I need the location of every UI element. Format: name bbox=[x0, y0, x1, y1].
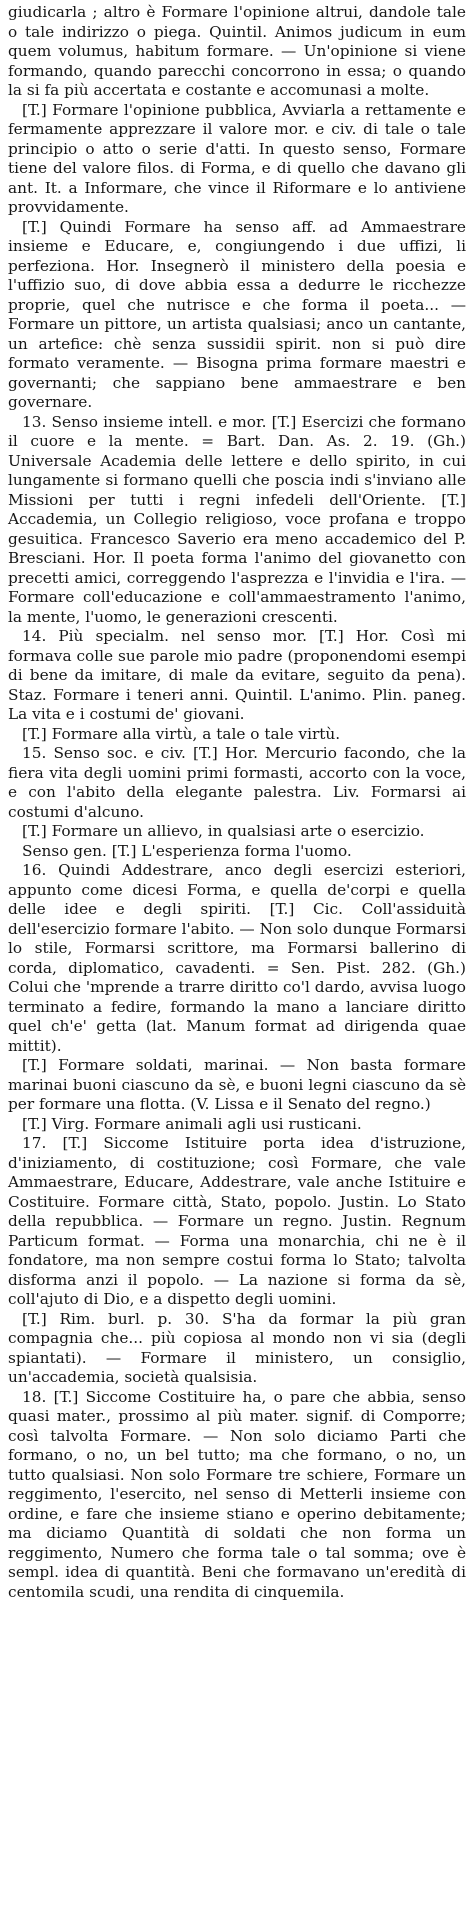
entry-paragraph: giudicarla ; altro è Formare l'opinione altrui, dandole tale o tale indirizzo o piega. Quintil. Animos judicum in eum quem volumus, habitum formare. — Un'opinione si viene formando, quando parecchi concorrono in essa; o quando la si fa più accertata e costante e accomunasi a molte. bbox=[8, 3, 466, 99]
entry-paragraph: [T.] Formare l'opinione pubblica, Avviarla a rettamente e fermamente apprezzare il valore mor. e civ. di tale o tale principio o atto o serie d'atti. In questo senso, Formare tiene del valore filos. di Forma, e di quello che davano gli ant. It. a Informare, che vince il Riformare e lo antiviene provvidamente. bbox=[8, 100, 466, 216]
entry-paragraph: 16. Quindi Addestrare, anco degli esercizi esteriori, appunto come dicesi Forma, e quella de'corpi e quella delle idee e degli spiriti. [T.] Cic. Coll'assiduità dell'esercizio formare l'abito. — Non solo dunque Formarsi lo stile, Formarsi scrittore, ma Formarsi ballerino di corda, diplomatico, cavadenti. = Sen. Pist. 282. (Gh.) Colui che 'mprende a trarre diritto co'l dardo, avvisa luogo terminato a fedire, formando la mano a lanciare diritto quel ch'e' getta (lat. Manum format ad dirigenda quae mittit). bbox=[8, 861, 466, 1055]
entry-paragraph: 17. [T.] Siccome Istituire porta idea d'istruzione, d'iniziamento, di costituzione; così Formare, che vale Ammaestrare, Educare, Addestrare, vale anche Istituire e Costituire. Formare città, Stato, popolo. Justin. Lo Stato della repubblica. — Formare un regno. Justin. Regnum Particum format. — Forma una monarchia, chi ne è il fondatore, ma non sempre costui forma lo Stato; talvolta disforma anzi il popolo. — La nazione si forma da sè, coll'ajuto di Dio, e a dispetto degli uomini. bbox=[8, 1134, 466, 1308]
entry-paragraph: 18. [T.] Siccome Costituire ha, o pare che abbia, senso quasi mater., prossimo al più mater. signif. di Comporre; così talvolta Formare. — Non solo diciamo Parti che formano, o no, un bel tutto; ma che formano, o no, un tutto qualsiasi. Non solo Formare tre schiere, Formare un reggimento, l'esercito, nel senso di Metterli insieme con ordine, e fare che insieme stiano e operino debitamente; ma diciamo Quantità di soldati che non forma un reggimento, Numero che forma tale o tal somma; ove è sempl. idea di quantità. Beni che formavano un'eredità di centomila scudi, una rendita di cinquemila. bbox=[8, 1387, 466, 1601]
entry-paragraph: [T.] Formare soldati, marinai. — Non basta formare marinai buoni ciascuno da sè, e buoni legni ciascuno da sè per formare una flotta. (V. Lissa e il Senato del regno.) bbox=[8, 1056, 466, 1113]
entry-paragraph: 14. Più specialm. nel senso mor. [T.] Hor. Così mi formava colle sue parole mio padre (proponendomi esempi di bene da imitare, di male da evitare, seguito da pena). Staz. Formare i teneri anni. Quintil. L'animo. Plin. paneg. La vita e i costumi de' giovani. bbox=[8, 627, 466, 723]
entry-paragraph: [T.] Quindi Formare ha senso aff. ad Ammaestrare insieme e Educare, e, congiungendo i due uffizi, li perfeziona. Hor. Insegnerò il ministero della poesia e l'uffizio suo, di dove abbia essa a dedurre le ricchezze proprie, quel che nutrisce e che forma il poeta... — Formare un pittore, un artista qualsiasi; anco un cantante, un artefice: chè senza sussidii spirit. non si può dire formato veramente. — Bisogna prima formare maestri e governanti; che sappiano bene ammaestrare e ben governare. bbox=[8, 217, 466, 411]
entry-paragraph: 13. Senso insieme intell. e mor. [T.] Esercizi che formano il cuore e la mente. = Bart. Dan. As. 2. 19. (Gh.) Universale Academia delle lettere e dello spirito, in cui lungamente si formano quelli che poscia indi s'inviano alle Missioni per tutti i regni infedeli dell'Oriente. [T.] Accademia, un Collegio religioso, voce profana e troppo gesuitica. Francesco Saverio era meno accademico del P. Bresciani. Hor. Il poeta forma l'animo del giovanetto con precetti amici, correggendo l'asprezza e l'invidia e l'ira. — Formare coll'educazione e coll'ammaestramento l'animo, la mente, l'uomo, le generazioni crescenti. bbox=[8, 412, 466, 626]
entry-paragraph: [T.] Rim. burl. p. 30. S'ha da formar la più gran compagnia che... più copiosa al mondo non vi sia (degli spiantati). — Formare il ministero, un consiglio, un'accademia, società qualsisia. bbox=[8, 1309, 466, 1386]
entry-paragraph: [T.] Formare alla virtù, a tale o tale virtù. bbox=[22, 724, 341, 743]
entry-paragraph: [T.] Virg. Formare animali agli usi rusticani. bbox=[22, 1114, 362, 1133]
entry-paragraph: Senso gen. [T.] L'esperienza forma l'uomo. bbox=[22, 841, 352, 860]
entry-paragraph: [T.] Formare un allievo, in qualsiasi arte o esercizio. bbox=[22, 822, 425, 840]
entry-paragraph: 15. Senso soc. e civ. [T.] Hor. Mercurio facondo, che la fiera vita degli uomini primi formasti, accorto con la voce, e con l'abito della elegante palestra. Liv. Formarsi ai costumi d'alcuno. bbox=[8, 744, 466, 821]
